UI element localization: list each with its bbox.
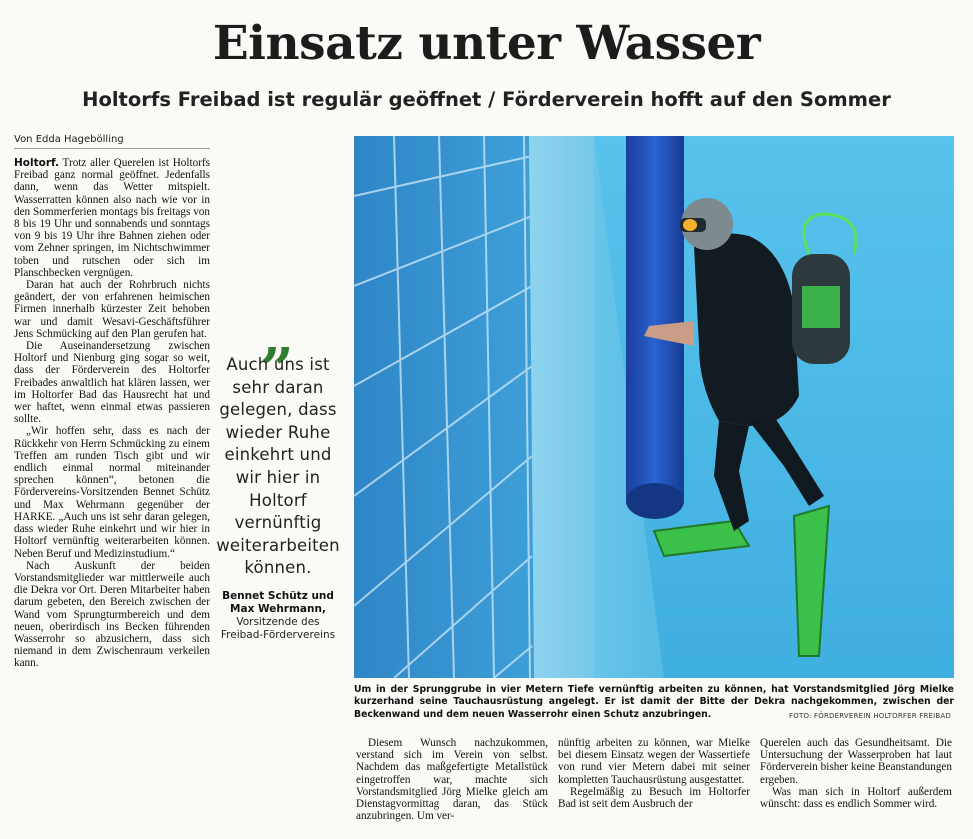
diver-photo-illustration	[354, 136, 954, 678]
photo-credit: FOTO: FÖRDERVEREIN HOLTORFER FREIBAD	[789, 712, 951, 720]
article-paragraph: Die Auseinandersetzung zwischen Holtorf und Nienburg ging sogar so weit, dass der Förderverein des Holtorfer Freibades anwaltlich hat klären lassen, wer im Holtorfer Bad das Hausrecht hat und wer haftet, wenn einmal etwas passieren sollte.	[14, 340, 210, 426]
photo-caption: Um in der Sprunggrube in vier Metern Tiefe vernünftig arbeiten zu können, hat Vorstandsmitglied Jörg Mielke kurzerhand seine Tauchausrüstung angelegt. Er ist damit der Bitte der Dekra nachgekommen, zwischen der Beckenwand und dem neuen Wasserrohr einen Schutz anzubringen.	[354, 684, 954, 720]
article-paragraph: Daran hat auch der Rohrbruch nichts geändert, der von erfahrenen heimischen Firmen innerhalb kürzester Zeit behoben war und damit Wesavi-Geschäftsführer Jens Schmücking auf den Plan gerufen hat.	[14, 279, 210, 340]
article-paragraph: „Wir hoffen sehr, dass es nach der Rückkehr von Herrn Schmücking zu einem Treffen am runden Tisch gibt und wir endlich einmal normal miteinander sprechen können“, betonen die Fördervereins-Vorsitzenden Bennet Schütz und Max Wehrmann gegenüber der HARKE. „Auch uns ist sehr daran gelegen, dass wieder Ruhe einkehrt und wir hier in Holtorf vernünftig weiterarbeiten können. Neben Beruf und Medizinstudium.“	[14, 425, 210, 560]
subheadline: Holtorfs Freibad ist regulär geöffnet / Förderverein hofft auf den Sommer	[82, 88, 891, 111]
article-paragraph: Nach Auskunft der beiden Vorstandsmitglieder war mittlerweile auch die Dekra vor Ort. Deren Mitarbeiter haben darum gebeten, den Bereich zwischen der Wand vom Sprungturmbereich und dem neuen, oberirdisch ins Becken führenden Wasserrohr so abzusichern, dass sich niemand in dem Zwischenraum verkeilen kann.	[14, 559, 210, 670]
article-paragraph: nünftig arbeiten zu können, war Mielke bei diesem Einsatz wegen der Wassertiefe von rund vier Metern dabei mit seiner kompletten Tauchausrüstung ausgestattet.	[558, 737, 750, 786]
water-pipe	[626, 136, 684, 501]
article-photo	[354, 136, 954, 678]
quote-role: Vorsitzende des Freibad-Fördervereins	[220, 615, 336, 641]
tiled-pool-wall	[354, 136, 534, 678]
article-paragraph: Regelmäßig zu Besuch im Holtorfer Bad ist seit dem Ausbruch der	[558, 785, 750, 811]
article-column-3	[558, 737, 750, 810]
headline: Einsatz unter Wasser	[212, 16, 761, 71]
article-column-2	[356, 737, 548, 822]
quote-mark-icon: „	[261, 302, 295, 370]
article-column-1	[14, 157, 210, 833]
dateline: Holtorf.	[14, 157, 59, 169]
pull-quote	[214, 302, 342, 642]
article-text: Trotz aller Querelen ist Holtorfs Freibad ganz normal geöffnet. Jedenfalls dann, wenn das Wetter mitspielt. Wasserratten können also nach wie vor in den Sommerferien montags bis freitags von 8 bis 19 Uhr und sonnabends und sonntags von 9 bis 19 Uhr ihre Bahnen ziehen oder vom Zehner springen, im Nichtschwimmer toben und rutschen oder sich im Planschbecken vergnügen.	[14, 157, 210, 279]
article-paragraph: Diesem Wunsch nachzukommen, verstand sich im Verein von selbst. Nachdem das maßgefertigte Metallstück eingetroffen war, machte sich Vorstandsmitglied Jörg Mielke gleich am Dienstagvormittag daran, das Stück anzubringen. Um ver-	[356, 737, 548, 823]
article-paragraph: Was man sich in Holtorf außerdem wünscht: dass es endlich Sommer wird.	[760, 785, 952, 811]
article-paragraph: Querelen auch das Gesundheitsamt. Die Untersuchung der Wasserproben hat laut Förderverein bisher keine Beanstandungen ergeben.	[760, 737, 952, 786]
byline: Von Edda Hagebölling	[14, 134, 210, 149]
article-column-4	[760, 737, 952, 810]
article-paragraph	[14, 157, 210, 279]
quote-text: Auch uns ist sehr daran gelegen, dass wieder Ruhe einkehrt und wir hier in Holtorf vernünftig weiterarbeiten können.	[216, 355, 340, 578]
quote-author: Bennet Schütz und Max Wehrmann,	[222, 589, 334, 615]
